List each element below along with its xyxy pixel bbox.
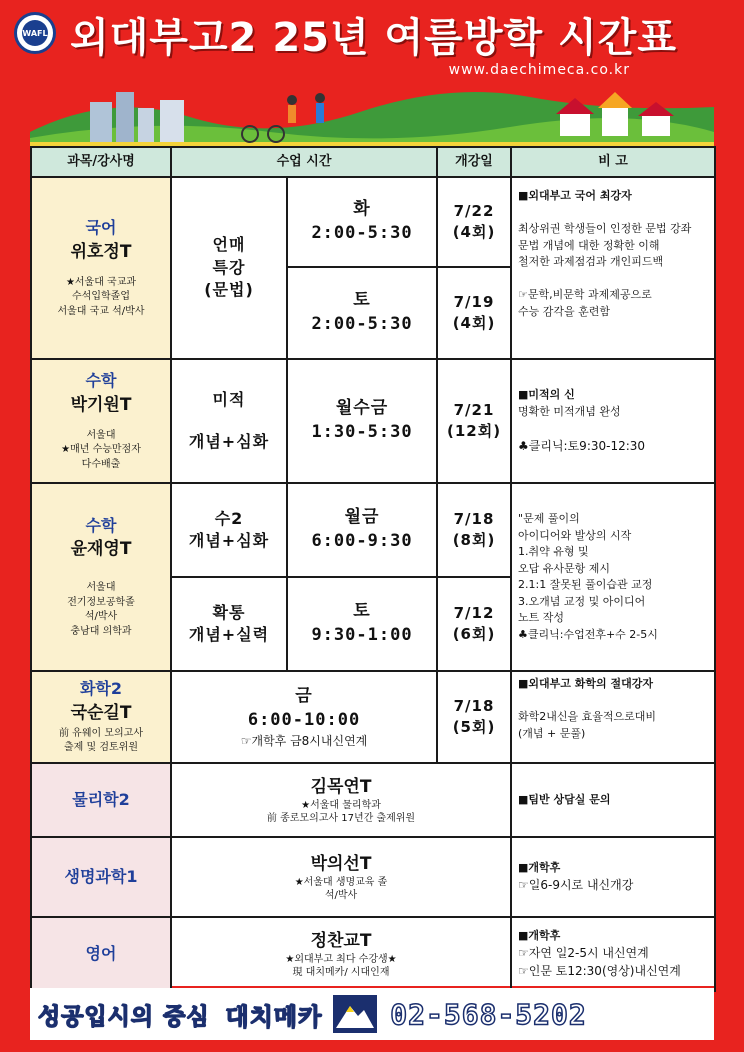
teacher-cell-biology: 박의선T ★서울대 생명교육 졸 석/박사: [171, 837, 511, 917]
header-notes: 비 고: [511, 147, 715, 177]
subject-cell-math-1: 수학 박기원T 서울대 ★매년 수능만점자 다수배출: [31, 359, 171, 483]
summer-scene-illustration: [30, 72, 714, 148]
subject-cell-korean: 국어 위호정T ★서울대 국교과 수석입학졸업 서울대 국교 석/박사: [31, 177, 171, 359]
notes-cell-biology: ■개학후 ☞일6-9시로 내신개강: [511, 837, 715, 917]
table-row: [31, 763, 715, 837]
subject-cell-chemistry: 화학2 국순길T 前 유웨이 모의고사 출제 및 검토위원: [31, 671, 171, 763]
header-start: 개강일: [437, 147, 511, 177]
timetable: [30, 146, 714, 986]
time-cell: 월금 6:00-9:30: [287, 483, 437, 577]
course-cell-math-1: 미적 개념+심화: [171, 359, 287, 483]
teacher-cell-physics: 김목연T ★서울대 물리학과 前 종로모의고사 17년간 출제위원: [171, 763, 511, 837]
teacher-cell-english: 정찬교T ★외대부고 최다 수강생★ 現 대치메카/ 시대인재: [171, 917, 511, 991]
start-cell: 7/21 (12회): [437, 359, 511, 483]
subject-cell-english: 영어: [31, 917, 171, 991]
start-cell: 7/18 (8회): [437, 483, 511, 577]
notes-cell-math-2: "문제 풀이의 아이디어와 발상의 시작 1.취약 유형 및 오답 유사문항 제시 2.1:1 잘못된 풀이습관 교정 3.오개념 교정 및 아이디어 노트 작성 ♣클리닉:수업전후+수 2-5시: [511, 483, 715, 671]
header: [0, 0, 744, 148]
school-logo: [14, 12, 56, 54]
notes-cell-chemistry: ■외대부고 화학의 절대강자 화학2내신을 효율적으로대비 (개념 + 문풀): [511, 671, 715, 763]
mountain-logo-icon: [332, 994, 378, 1034]
time-cell: 토 2:00-5:30: [287, 267, 437, 359]
header-time: 수업 시간: [171, 147, 437, 177]
schedule-table: [30, 146, 716, 992]
subject-cell-biology: 생명과학1: [31, 837, 171, 917]
table-row: [31, 837, 715, 917]
table-row: [31, 917, 715, 991]
table-row: [31, 483, 715, 577]
table-header-row: [31, 147, 715, 177]
header-subject: 과목/강사명: [31, 147, 171, 177]
page-title: 외대부고2 25년 여름방학 시간표: [70, 14, 677, 61]
houses-icon: [556, 92, 674, 136]
brand-name: 대치메카: [225, 1002, 323, 1031]
school-logo-emblem: WAFL: [22, 20, 48, 46]
slogan-text: 성공입시의 중심: [38, 1003, 210, 1030]
notes-cell-korean: ■외대부고 국어 최강자 최상위권 학생들이 인정한 문법 강좌 문법 개념에 대한 정확한 이해 철저한 과제점검과 개인피드백 ☞문학,비문학 과제제공으로 수능 감각을 훈련함: [511, 177, 715, 359]
start-cell: 7/12 (6회): [437, 577, 511, 671]
course-cell: 확통 개념+실력: [171, 577, 287, 671]
table-row: [31, 359, 715, 483]
subject-cell-physics: 물리학2: [31, 763, 171, 837]
time-cell: 월수금 1:30-5:30: [287, 359, 437, 483]
table-row: [31, 177, 715, 267]
time-cell: 토 9:30-1:00: [287, 577, 437, 671]
website-url[interactable]: www.daechimeca.co.kr: [448, 62, 630, 78]
course-cell-korean: 언매 특강 (문법): [171, 177, 287, 359]
start-cell: 7/22 (4회): [437, 177, 511, 267]
time-cell-chemistry: 금 6:00-10:00 ☞개학후 금8시내신연계: [171, 671, 437, 763]
notes-cell-math-1: ■미적의 신 명확한 미적개념 완성 ♣클리닉:토9:30-12:30: [511, 359, 715, 483]
phone-number[interactable]: 02-568-5202: [390, 997, 587, 1031]
start-cell: 7/18 (5회): [437, 671, 511, 763]
start-cell: 7/19 (4회): [437, 267, 511, 359]
subject-cell-math-2: 수학 윤재영T 서울대 전기정보공학졸 석/박사 충남대 의학과: [31, 483, 171, 671]
notes-cell-physics: ■팀반 상담실 문의: [511, 763, 715, 837]
table-row: [31, 671, 715, 763]
footer-banner: [30, 988, 714, 1040]
course-cell: 수2 개념+심화: [171, 483, 287, 577]
notes-cell-english: ■개학후 ☞자연 일2-5시 내신연계 ☞인문 토12:30(영상)내신연계: [511, 917, 715, 991]
time-cell: 화 2:00-5:30: [287, 177, 437, 267]
